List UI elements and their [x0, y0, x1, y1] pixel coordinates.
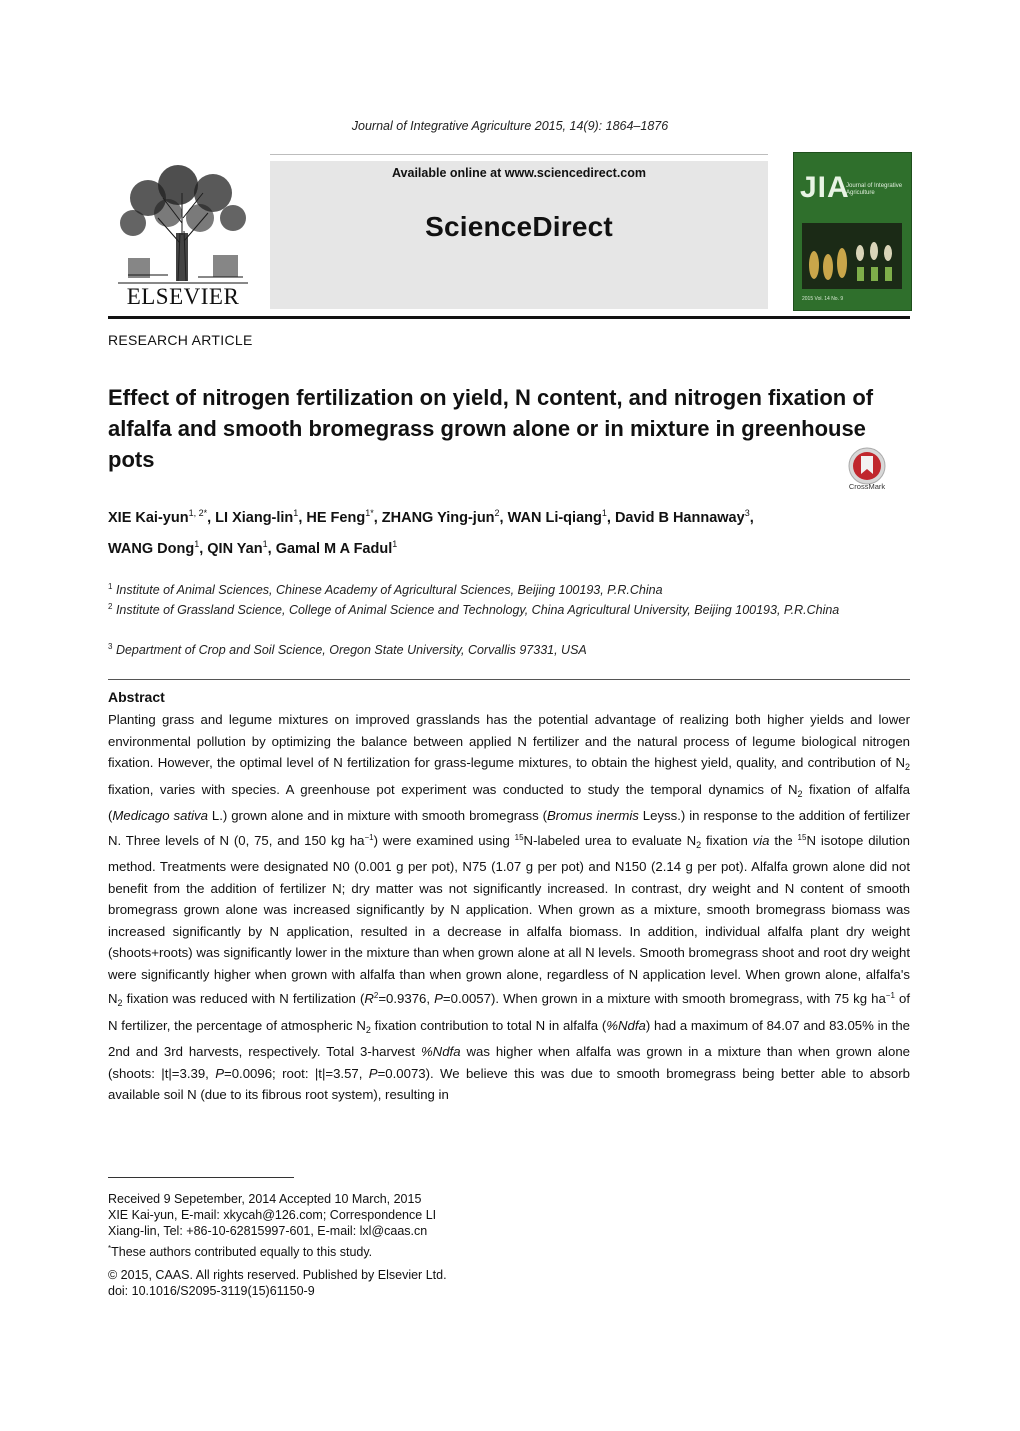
subscript: 2 — [797, 788, 803, 799]
abstract-seg: N isotope dilution method. Treatments were designated N0 (0.001 g per pot), N75 (1.07 g per pot) and N150 (2.14 g per pot). Alfalfa grown alone did not benefit from the addition of fertilizer N; dry matter was not significantly increased. In contrast, dry weight and N content of smooth bromegrass grown alone was increased significantly by N application. When grown as a mixture, smooth bromegrass biomass was increased significantly by N application, resulted in a decrease in alfalfa biomass. In addition, individual alfalfa plant dry weight (shoots+roots) was significantly lower in the mixture than when grown alone at all N levels. Smooth bromegrass shoot and root dry weight were significantly higher when grown with alfalfa than when grown alone, regardless of N application level. When grown alone, alfalfa's N — [108, 832, 910, 1006]
author-list: XIE Kai-yun$^{1, 2*}$, LI Xiang-lin$^1$, HE Feng$^{1*}$, ZHANG Ying-jun$^2$, WAN Li-qiang$^1$, David B Hannaway$^3$, WANG Dong$^1$, QIN Yan$^1$, Gamal M A Fadul$^1$ — [108, 508, 754, 557]
author-name: ZHANG Ying-jun — [381, 510, 495, 526]
italic-term: R — [364, 991, 374, 1006]
article-type: RESEARCH ARTICLE — [108, 332, 253, 348]
header-rule — [270, 154, 768, 155]
abstract-seg: =0.0057). When grown in a mixture with smooth bromegrass, with 75 kg ha — [442, 991, 886, 1006]
italic-term: P — [368, 1065, 378, 1081]
abstract-seg: L.) grown alone and in mixture with smooth bromegrass ( — [207, 808, 548, 823]
sciencedirect-banner — [270, 161, 768, 309]
copyright-line: © 2015, CAAS. All rights reserved. Published by Elsevier Ltd. — [108, 1268, 447, 1282]
author-affil-ref: 2 — [494, 508, 500, 518]
equal-contribution-note — [108, 1240, 558, 1261]
received-dates: Received 9 Sepetember, 2014 Accepted 10 March, 2015 — [108, 1192, 422, 1206]
author-affil-ref: 1 — [601, 508, 607, 518]
affiliation-2 — [108, 597, 910, 620]
footnote-text: These authors contributed equally to this study. — [111, 1245, 373, 1259]
author-name: HE Feng — [306, 510, 366, 526]
cover-photo — [802, 223, 902, 289]
crossmark-label: CrossMark — [848, 482, 886, 491]
subscript: 2 — [365, 1024, 371, 1035]
subscript: 2 — [117, 998, 123, 1008]
author-affil-ref: 1* — [365, 508, 374, 518]
affiliation-number: 3 — [108, 642, 113, 651]
journal-citation: Journal of Integrative Agriculture 2015, 14(9): 1864–1876 — [351, 119, 669, 133]
superscript: 2 — [373, 991, 379, 1000]
affiliation-number: 2 — [108, 602, 113, 611]
abstract-seg: fixation was reduced with N fertilization ( — [122, 991, 365, 1006]
superscript: 15 — [514, 832, 524, 842]
author-name: WANG Dong — [108, 541, 195, 557]
abstract-seg: fixation of alfalfa ( — [108, 781, 910, 823]
author-affil-ref: 1 — [194, 539, 200, 549]
affiliation-number: 1 — [108, 582, 113, 591]
correspondence-line-1: XIE Kai-yun, E-mail: xkycah@126.com; Correspondence LI — [108, 1208, 437, 1222]
abstract-rule — [108, 679, 910, 680]
abstract-seg: =0.0096; root: |t|=3.57, — [224, 1065, 369, 1081]
author-name: WAN Li-qiang — [507, 510, 602, 526]
author-affil-ref: 1 — [262, 539, 268, 549]
abstract-seg: N-labeled urea to evaluate N — [523, 832, 697, 848]
header-thick-rule — [108, 316, 910, 319]
abstract-seg: ) were examined using — [373, 832, 515, 848]
author-affil-ref: 1, 2* — [188, 508, 208, 518]
abstract-seg: was higher when alfalfa was grown in a mixture than when grown alone (shoots: |t|=3.39, — [108, 1044, 910, 1081]
species-name: Medicago sativa — [112, 808, 208, 823]
available-online-text: Available online at www.sciencedirect.com — [391, 166, 647, 180]
author-affil-ref: 3 — [744, 508, 750, 518]
author-name: David B Hannaway — [614, 510, 745, 526]
affiliation-3 — [108, 637, 910, 660]
cover-footer: 2015 Vol. 14 No. 9 — [802, 296, 844, 302]
species-name: Bromus inermis — [547, 808, 639, 823]
affiliation-text: Institute of Grassland Science, College of Animal Science and Technology, China Agricultural University, Beijing 100193, P.R.China — [115, 603, 840, 617]
superscript: 15 — [797, 832, 807, 842]
abstract-seg: =0.0073). We believe this was due to smooth bromegrass being better able to absorb available soil N (due to its fibrous root system), resulting in — [108, 1065, 910, 1102]
correspondence-line-2: Xiang-lin, Tel: +86-10-62815997-601, E-mail: lxl@caas.cn — [108, 1224, 428, 1238]
abstract-heading: Abstract — [108, 689, 165, 705]
abstract-seg: =0.9376, — [378, 991, 435, 1006]
abstract-seg: Leyss.) in response to the addition of fertilizer N. Three levels of N (0, 75, and 150 kg ha — [108, 808, 910, 848]
italic-term: via — [752, 832, 770, 848]
abstract-seg: the — [769, 832, 798, 848]
subscript: 2 — [904, 762, 910, 772]
italic-term: %Ndfa — [420, 1044, 461, 1059]
superscript: −1 — [364, 832, 374, 842]
author-name: LI Xiang-lin — [215, 510, 294, 526]
abstract-seg: of N fertilizer, the percentage of atmospheric N — [108, 991, 910, 1033]
abstract-text — [108, 709, 910, 1106]
abstract-seg: Planting grass and legume mixtures on improved grasslands has the potential advantage of realizing both higher yields and lower environmental pollution by optimizing the balance between applied N fertilizer and the natural process of legume biological nitrogen fixation. However, the optimal level of N fertilization for grass-legume mixtures, to obtain the highest yield, quality, and contribution of N — [108, 712, 910, 770]
italic-term: P — [215, 1065, 225, 1081]
abstract-seg: ) had a maximum of 84.07 and 83.05% in the 2nd and 3rd harvests, respectively. Total 3-harvest — [108, 1017, 910, 1059]
italic-term: P — [434, 991, 443, 1006]
affiliation-text: Institute of Animal Sciences, Chinese Academy of Agricultural Sciences, Beijing 100193, P.R.China — [115, 583, 663, 597]
abstract-seg: fixation, varies with species. A greenhouse pot experiment was conducted to study the temporal dynamics of N — [108, 781, 798, 797]
cover-title: JIA — [800, 171, 850, 204]
footnote-rule — [108, 1177, 294, 1178]
author-name: XIE Kai-yun — [108, 510, 189, 526]
abstract-seg: fixation contribution to total N in alfalfa ( — [370, 1017, 607, 1033]
cover-subtitle: Journal of Integrative Agriculture — [846, 183, 903, 196]
author-affil-ref: 1 — [293, 508, 299, 518]
abstract-seg: fixation — [701, 832, 753, 848]
author-name: QIN Yan — [207, 541, 263, 557]
author-name: Gamal M A Fadul — [275, 541, 393, 557]
elsevier-wordmark: ELSEVIER — [126, 284, 240, 309]
superscript: −1 — [885, 991, 895, 1000]
italic-term: %Ndfa — [606, 1017, 646, 1033]
sciencedirect-title: ScienceDirect — [425, 211, 613, 242]
footnote-mark: * — [108, 1244, 112, 1253]
journal-cover — [793, 152, 912, 311]
doi-line[interactable]: doi: 10.1016/S2095-3119(15)61150-9 — [108, 1284, 315, 1298]
subscript: 2 — [696, 839, 702, 850]
affiliation-text: Department of Crop and Soil Science, Oregon State University, Corvallis 97331, USA — [115, 643, 587, 657]
author-affil-ref: 1 — [392, 539, 398, 549]
article-title: Effect of nitrogen fertilization on yield, N content, and nitrogen fixation of alfalfa and smooth bromegrass grown alone or in mixture in greenhouse pots — [108, 385, 874, 472]
